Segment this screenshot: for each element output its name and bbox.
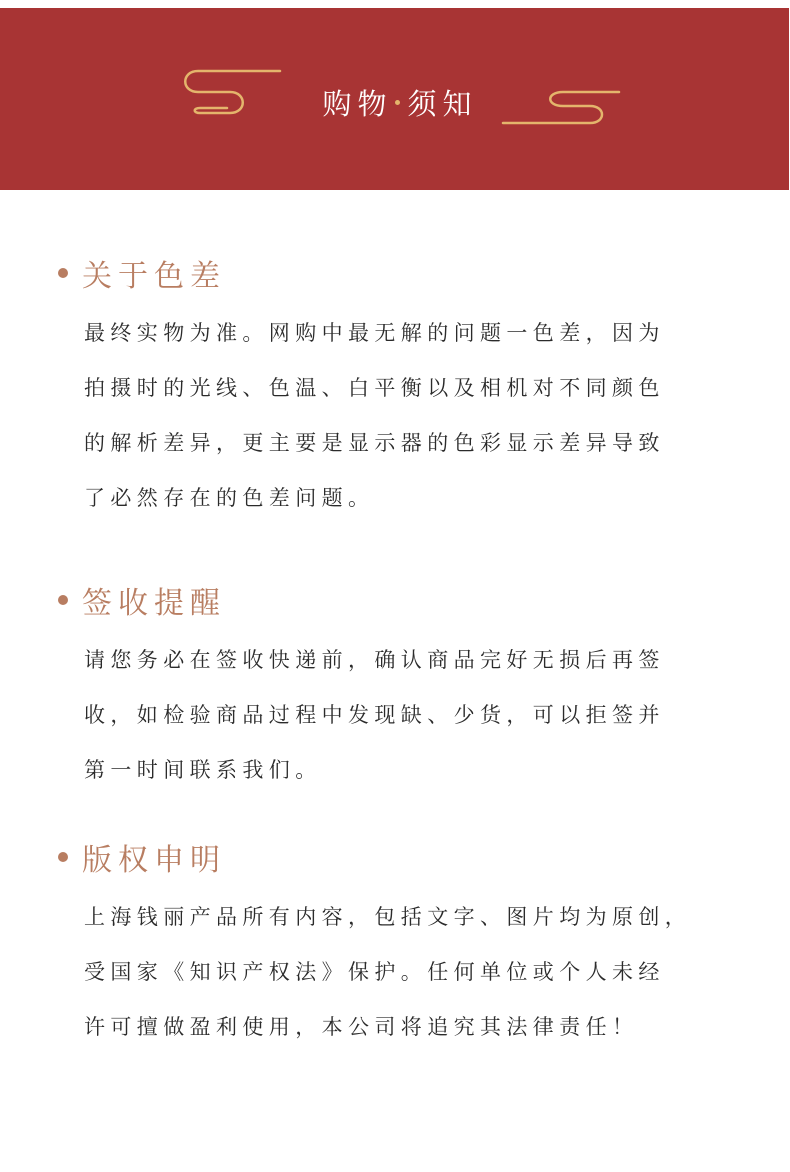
- body-line: 受国家《知识产权法》保护。任何单位或个人未经: [84, 960, 665, 984]
- body-line: 了必然存在的色差问题。: [84, 486, 375, 510]
- body-line: 许可擅做盈利使用，本公司将追究其法律责任！: [84, 1015, 639, 1039]
- banner-title: [300, 80, 500, 124]
- body-line: 收，如检验商品过程中发现缺、少货，可以拒签并: [84, 703, 665, 727]
- section-body: [84, 890, 738, 1055]
- body-line: 上海钱丽产品所有内容，包括文字、图片均为原创，: [84, 905, 692, 929]
- title-separator-dot: [395, 100, 400, 105]
- banner-title-right: 须知: [407, 86, 478, 121]
- section-heading: [58, 248, 738, 298]
- section-heading-text: 版权申明: [82, 843, 226, 878]
- cloud-swirl-left-icon: [185, 71, 280, 113]
- body-line: 的解析差异，更主要是显示器的色彩显示差异导致: [84, 431, 665, 455]
- section-body: [84, 633, 738, 798]
- section-heading-text: 关于色差: [82, 259, 226, 294]
- banner-title-left: 购物: [322, 86, 393, 121]
- bullet-dot-icon: [58, 595, 68, 605]
- section-copyright: [58, 832, 738, 1055]
- bullet-dot-icon: [58, 268, 68, 278]
- body-line: 请您务必在签收快递前，确认商品完好无损后再签: [84, 648, 665, 672]
- cloud-swirl-right-icon: [503, 92, 619, 123]
- section-heading: [58, 832, 738, 882]
- section-color-difference: [58, 248, 738, 526]
- section-delivery-reminder: [58, 575, 738, 798]
- header-banner: [0, 8, 789, 190]
- body-line: 第一时间联系我们。: [84, 758, 322, 782]
- bullet-dot-icon: [58, 852, 68, 862]
- body-line: 最终实物为准。网购中最无解的问题一色差，因为: [84, 321, 665, 345]
- body-line: 拍摄时的光线、色温、白平衡以及相机对不同颜色: [84, 376, 665, 400]
- section-heading: [58, 575, 738, 625]
- section-heading-text: 签收提醒: [82, 586, 226, 621]
- section-body: [84, 306, 738, 526]
